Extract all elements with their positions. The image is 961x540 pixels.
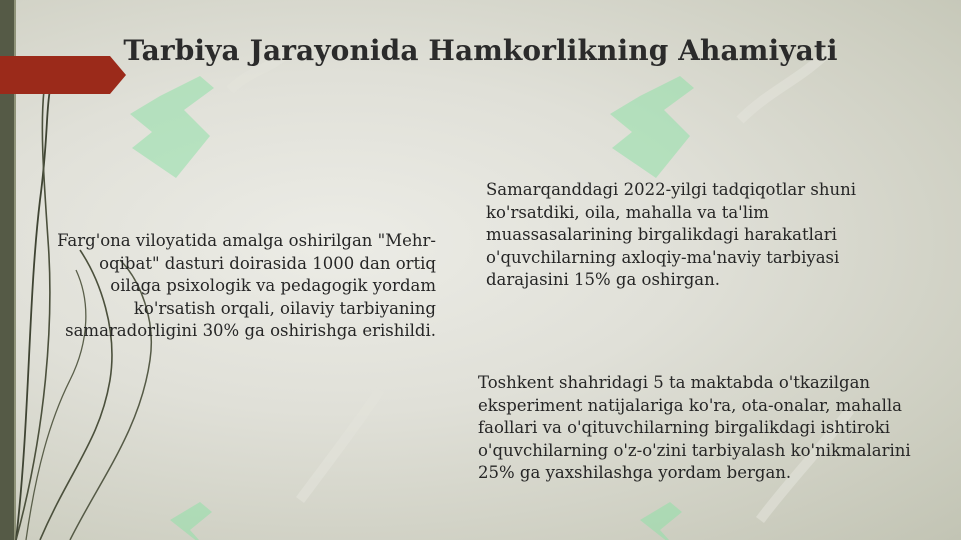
- paragraph-toshkent: Toshkent shahridagi 5 ta maktabda o'tkazilgan eksperiment natijalariga ko'ra, ota-onalar, mahalla faollari va o'qituvchilarning birgalikdagi ishtiroki o'quvchilarning o'z-o'zini tarbiyalash ko'nikmalarini 25% ga yaxshilashga yordam bergan.: [478, 373, 911, 482]
- paragraph-samarqand: Samarqanddagi 2022-yilgi tadqiqotlar shuni ko'rsatdiki, oila, mahalla va ta'lim muassasalarining birgalikdagi harakatlari o'quvchilarning axloqiy-ma'naviy tarbiyasi darajasini 15% ga oshirgan.: [486, 180, 856, 289]
- paragraph-fargona: Farg'ona viloyatida amalga oshirilgan "Mehr- oqibat" dasturi doirasida 1000 dan ortiq oilaga psixologik va pedagogik yordam ko'rsatish orqali, oilaviy tarbiyaning samaradorligini 30% ga oshirishga erishildi.: [57, 231, 436, 340]
- slide-title: Tarbiya Jarayonida Hamkorlikning Ahamiyati: [123, 34, 838, 67]
